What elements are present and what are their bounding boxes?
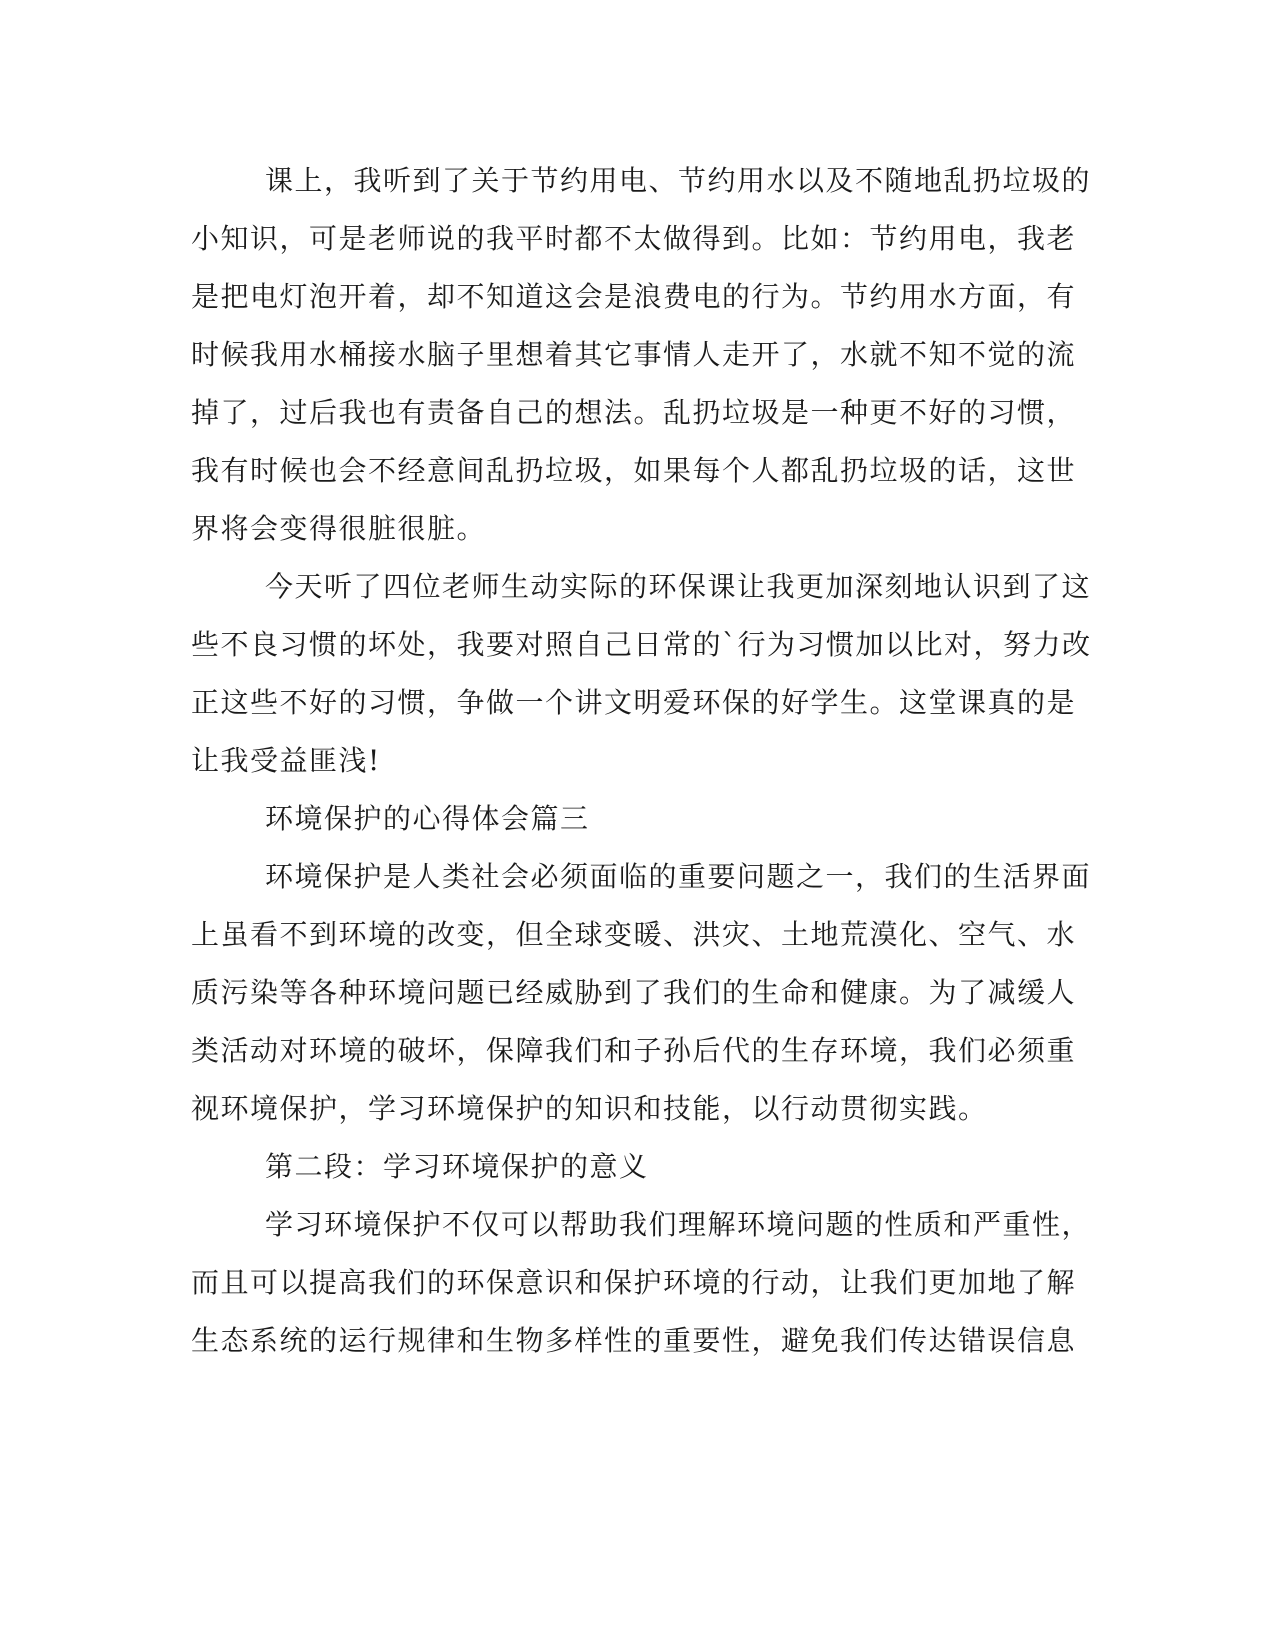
paragraph-3-line-5: 视环境保护，学习环境保护的知识和技能，以行动贯彻实践。 — [191, 1092, 988, 1125]
paragraph-3-line-3: 质污染等各种环境问题已经威胁到了我们的生命和健康。为了减缓人 — [191, 976, 1077, 1009]
paragraph-4-line-2: 而且可以提高我们的环保意识和保护环境的行动，让我们更加地了解 — [191, 1266, 1077, 1299]
paragraph-3-line-1: 环境保护是人类社会必须面临的重要问题之一，我们的生活界面 — [265, 860, 1092, 893]
paragraph-1-line-5: 掉了，过后我也有责备自己的想法。乱扔垃圾是一种更不好的习惯， — [191, 396, 1077, 429]
paragraph-1-line-2: 小知识，可是老师说的我平时都不太做得到。比如：节约用电，我老 — [191, 222, 1077, 255]
paragraph-3-line-2: 上虽看不到环境的改变，但全球变暖、洪灾、土地荒漠化、空气、水 — [191, 918, 1077, 951]
paragraph-4-line-3: 生态系统的运行规律和生物多样性的重要性，避免我们传达错误信息 — [191, 1324, 1077, 1357]
paragraph-2-line-1: 今天听了四位老师生动实际的环保课让我更加深刻地认识到了这 — [265, 570, 1092, 603]
section-heading-1: 环境保护的心得体会篇三 — [265, 802, 590, 835]
paragraph-3-line-4: 类活动对环境的破坏，保障我们和子孙后代的生存环境，我们必须重 — [191, 1034, 1077, 1067]
section-heading-2: 第二段：学习环境保护的意义 — [265, 1150, 649, 1183]
paragraph-1-line-4: 时候我用水桶接水脑子里想着其它事情人走开了，水就不知不觉的流 — [191, 338, 1077, 371]
paragraph-1-line-6: 我有时候也会不经意间乱扔垃圾，如果每个人都乱扔垃圾的话，这世 — [191, 454, 1077, 487]
paragraph-1-line-7: 界将会变得很脏很脏。 — [191, 512, 487, 545]
paragraph-2-line-4: 让我受益匪浅! — [191, 744, 381, 777]
paragraph-4-line-1: 学习环境保护不仅可以帮助我们理解环境问题的性质和严重性， — [265, 1208, 1092, 1241]
paragraph-2-line-2: 些不良习惯的坏处，我要对照自己日常的`行为习惯加以比对，努力改 — [191, 628, 1092, 661]
paragraph-1-line-1: 课上，我听到了关于节约用电、节约用水以及不随地乱扔垃圾的 — [265, 164, 1092, 197]
paragraph-2-line-3: 正这些不好的习惯，争做一个讲文明爱环保的好学生。这堂课真的是 — [191, 686, 1077, 719]
paragraph-1-line-3: 是把电灯泡开着，却不知道这会是浪费电的行为。节约用水方面，有 — [191, 280, 1077, 313]
